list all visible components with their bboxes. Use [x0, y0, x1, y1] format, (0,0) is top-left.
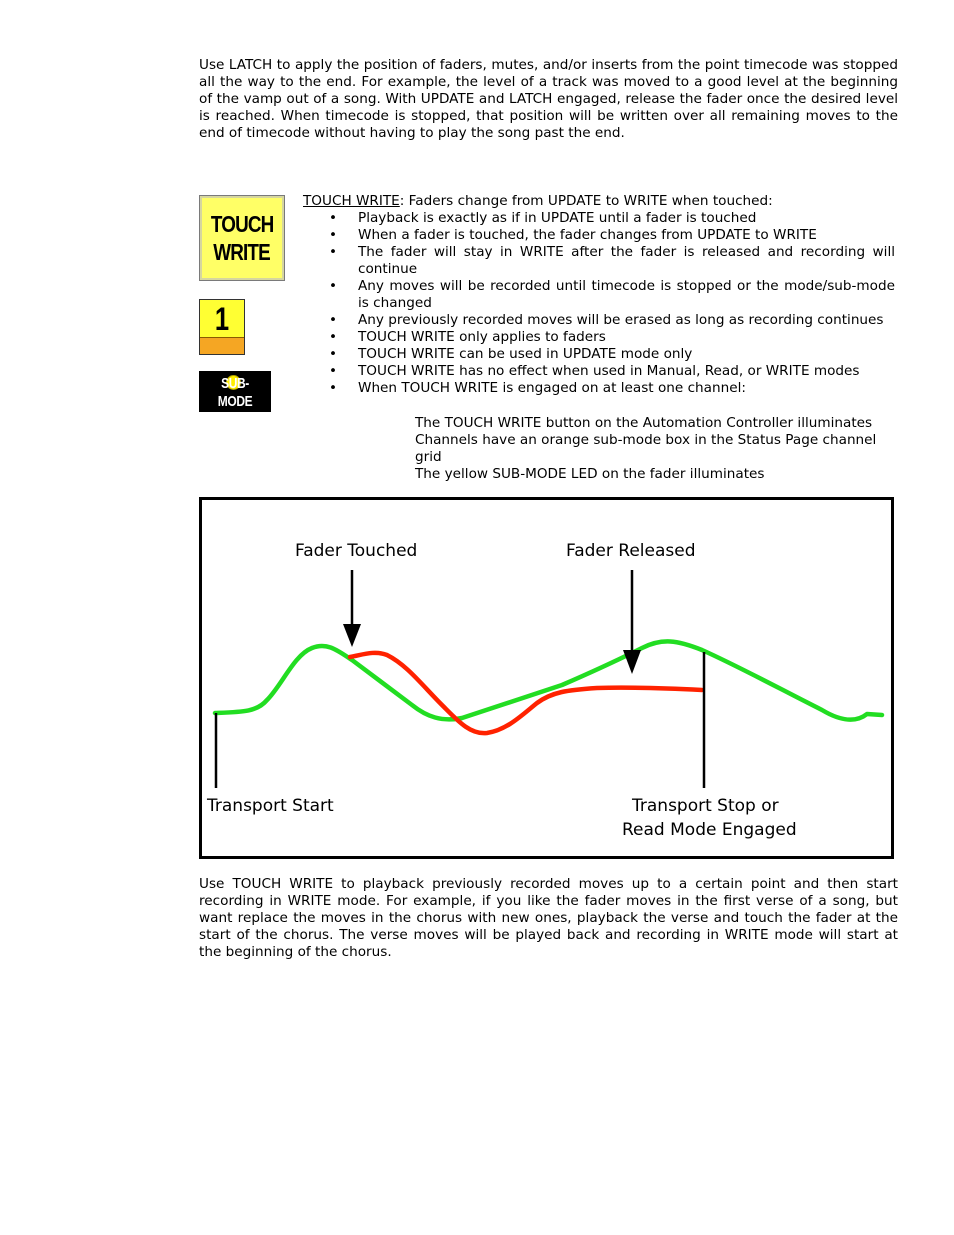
red-recorded-curve [350, 653, 702, 733]
bullet-item: • Playback is exactly as if in UPDATE until a fader is touched [303, 210, 895, 227]
orange-submode-bar [200, 337, 244, 354]
bullet-item: • TOUCH WRITE only applies to faders [303, 329, 895, 346]
fader-released-arrowhead [623, 650, 641, 674]
bullet-item: • TOUCH WRITE can be used in UPDATE mode only [303, 346, 895, 363]
touch-write-line2: WRITE [213, 239, 271, 265]
diagram-canvas [202, 500, 891, 856]
sub-item: Channels have an orange sub-mode box in the Status Page channel grid [415, 432, 877, 465]
touch-write-line1: TOUCH [210, 211, 274, 237]
sub-item: The yellow SUB-MODE LED on the fader illuminates [415, 466, 765, 482]
touch-write-diagram [199, 497, 894, 859]
transport-start-label: Transport Start [207, 796, 334, 816]
touch-write-bullet-list [303, 210, 895, 397]
bullet-item: • The fader will stay in WRITE after the fader is released and recording will continue [303, 244, 895, 278]
section-heading [303, 193, 773, 210]
fader-touched-arrowhead [343, 624, 361, 647]
bullet-item: • Any moves will be recorded until timecode is stopped or the mode/sub-mode is changed [303, 278, 895, 312]
submode-led-icon [199, 371, 271, 412]
green-fader-curve [215, 641, 882, 719]
fader-released-label: Fader Released [566, 541, 696, 561]
touch-write-usage: Use TOUCH WRITE to playback previously recorded moves up to a certain point and then start recording in WRITE mode. For example, if you like the fader moves in the first verse of a song, but want replace the moves in the chorus with new ones, playback the verse and touch the fader at the start of the chorus. The verse moves will be played back and recording in WRITE mode will start at the beginning of the chorus. [199, 876, 898, 960]
bullet-item: • Any previously recorded moves will be erased as long as recording continues [303, 312, 895, 329]
section-title-rest: : Faders change from UPDATE to WRITE when touched: [399, 193, 773, 209]
transport-stop-label: Transport Stop or [632, 796, 779, 816]
section-title: TOUCH WRITE [303, 193, 400, 209]
latch-description: Use LATCH to apply the position of faders, mutes, and/or inserts from the point timecode was stopped all the way to the end. For example, the level of a track was moved to a good level at the beginning of the vamp out of a song. With UPDATE and LATCH engaged, release the fader once the desired level is reached. When timecode is stopped, that position will be written over all remaining moves to the end of timecode without having to play the song past the end. [199, 57, 898, 141]
touch-write-button-icon [199, 195, 285, 281]
engaged-indicators-list [415, 415, 895, 483]
sub-item: The TOUCH WRITE button on the Automation Controller illuminates [415, 415, 873, 431]
fader-touched-label: Fader Touched [295, 541, 418, 561]
submode-label: SUB-MODE [217, 375, 253, 410]
bullet-item: • TOUCH WRITE has no effect when used in Manual, Read, or WRITE modes [303, 363, 895, 380]
channel-number: 1 [214, 301, 230, 337]
bullet-item: • When a fader is touched, the fader changes from UPDATE to WRITE [303, 227, 895, 244]
channel-submode-box-icon [199, 299, 245, 355]
read-mode-label: Read Mode Engaged [622, 820, 797, 840]
bullet-item: • When TOUCH WRITE is engaged on at least one channel: [303, 380, 895, 397]
